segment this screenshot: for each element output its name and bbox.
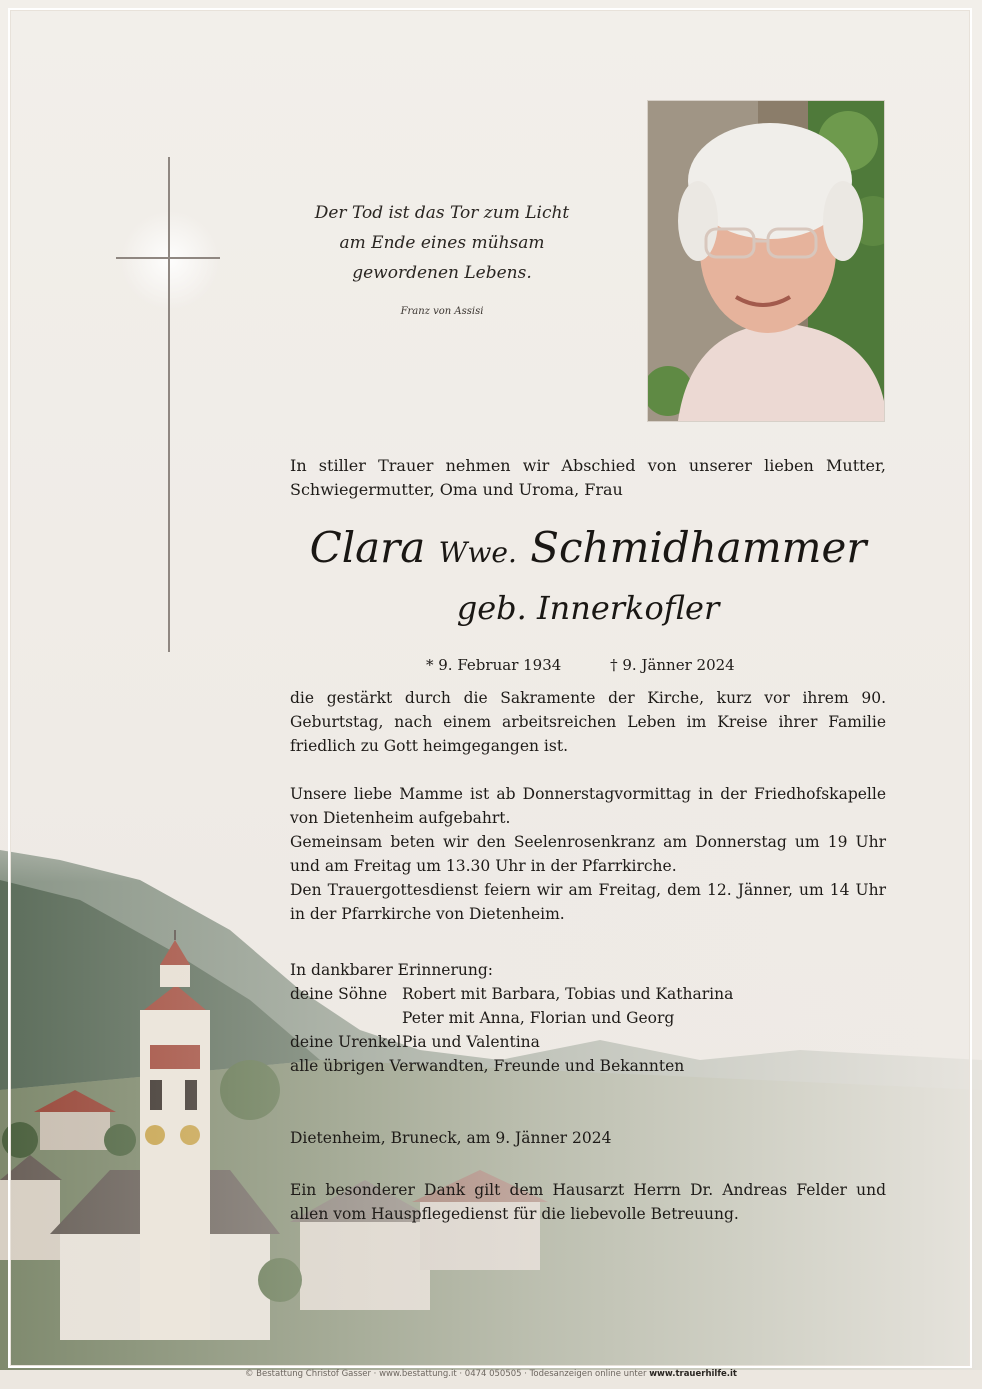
paragraph-passing: die gestärkt durch die Sakramente der Kirche, kurz vor ihrem 90. Geburtstag, nach einem arbeitsreichen Leben im Kreise ihrer Familie friedlich zu Gott heimgegangen ist. <box>290 689 886 755</box>
mourner-names: Pia und Valentina <box>402 1033 540 1051</box>
mourners-others: alle übrigen Verwandten, Freunde und Bekannten <box>290 1057 685 1075</box>
quote-line: gewordenen Lebens. <box>352 263 532 283</box>
mourners-list <box>290 958 886 1078</box>
paragraph-funeral-mass: Den Trauergottesdienst feiern wir am Freitag, dem 12. Jänner, um 14 Uhr in der Pfarrkirche von Dietenheim. <box>290 881 886 923</box>
death-date: † 9. Jänner 2024 <box>610 656 735 674</box>
birth-date: * 9. Februar 1934 <box>426 656 562 674</box>
life-dates <box>426 654 735 676</box>
footer-text: © Bestattung Christof Gasser · www.bestattung.it · 0474 050505 · Todesanzeigen online unter <box>244 1369 647 1379</box>
intro-text: In stiller Trauer nehmen wir Abschied von unserer lieben Mutter, Schwiegermutter, Oma und Uroma, Frau <box>290 456 886 499</box>
list-item <box>290 982 886 1006</box>
quote-author: Franz von Assisi <box>400 306 484 317</box>
last-name: Schmidhammer <box>530 523 867 572</box>
deceased-name <box>290 520 886 581</box>
mourner-label: deine Urenkel <box>290 1033 402 1051</box>
first-name: Clara <box>309 523 426 572</box>
cross-icon <box>168 157 170 652</box>
mourners-heading: In dankbarer Erinnerung: <box>290 961 493 979</box>
cross-glow <box>120 210 220 310</box>
mourner-names: Robert mit Barbara, Tobias und Katharina <box>402 985 734 1003</box>
list-item <box>290 1030 886 1054</box>
ceremony-info <box>290 782 886 926</box>
cross-icon-bar <box>116 257 220 259</box>
maiden-name: geb. Innerkofler <box>456 589 720 627</box>
thanks-paragraph: Ein besonderer Dank gilt dem Hausarzt Herrn Dr. Andreas Felder und allen vom Hauspflegedienst für die liebevolle Betreuung. <box>290 1181 886 1223</box>
footer <box>0 1369 982 1379</box>
quote-line: Der Tod ist das Tor zum Licht <box>314 203 570 223</box>
mourner-label <box>290 1006 402 1030</box>
quote-line: am Ende eines mühsam <box>339 233 545 253</box>
portrait-photo <box>647 100 885 422</box>
widow-abbreviation: Wwe. <box>438 536 517 569</box>
quote <box>262 198 622 288</box>
paragraph-laying-out: Unsere liebe Mamme ist ab Donnerstagvormittag in der Friedhofskapelle von Dietenheim aufgebahrt. <box>290 785 886 827</box>
footer-link[interactable]: www.trauerhilfe.it <box>649 1369 737 1379</box>
paragraph-rosary: Gemeinsam beten wir den Seelenrosenkranz am Donnerstag um 19 Uhr und am Freitag um 13.30 Uhr in der Pfarrkirche. <box>290 833 886 875</box>
mourner-label: deine Söhne <box>290 985 388 1003</box>
list-item <box>290 1006 886 1030</box>
mourner-names: Peter mit Anna, Florian und Georg <box>402 1009 675 1027</box>
place-date: Dietenheim, Bruneck, am 9. Jänner 2024 <box>290 1129 612 1147</box>
